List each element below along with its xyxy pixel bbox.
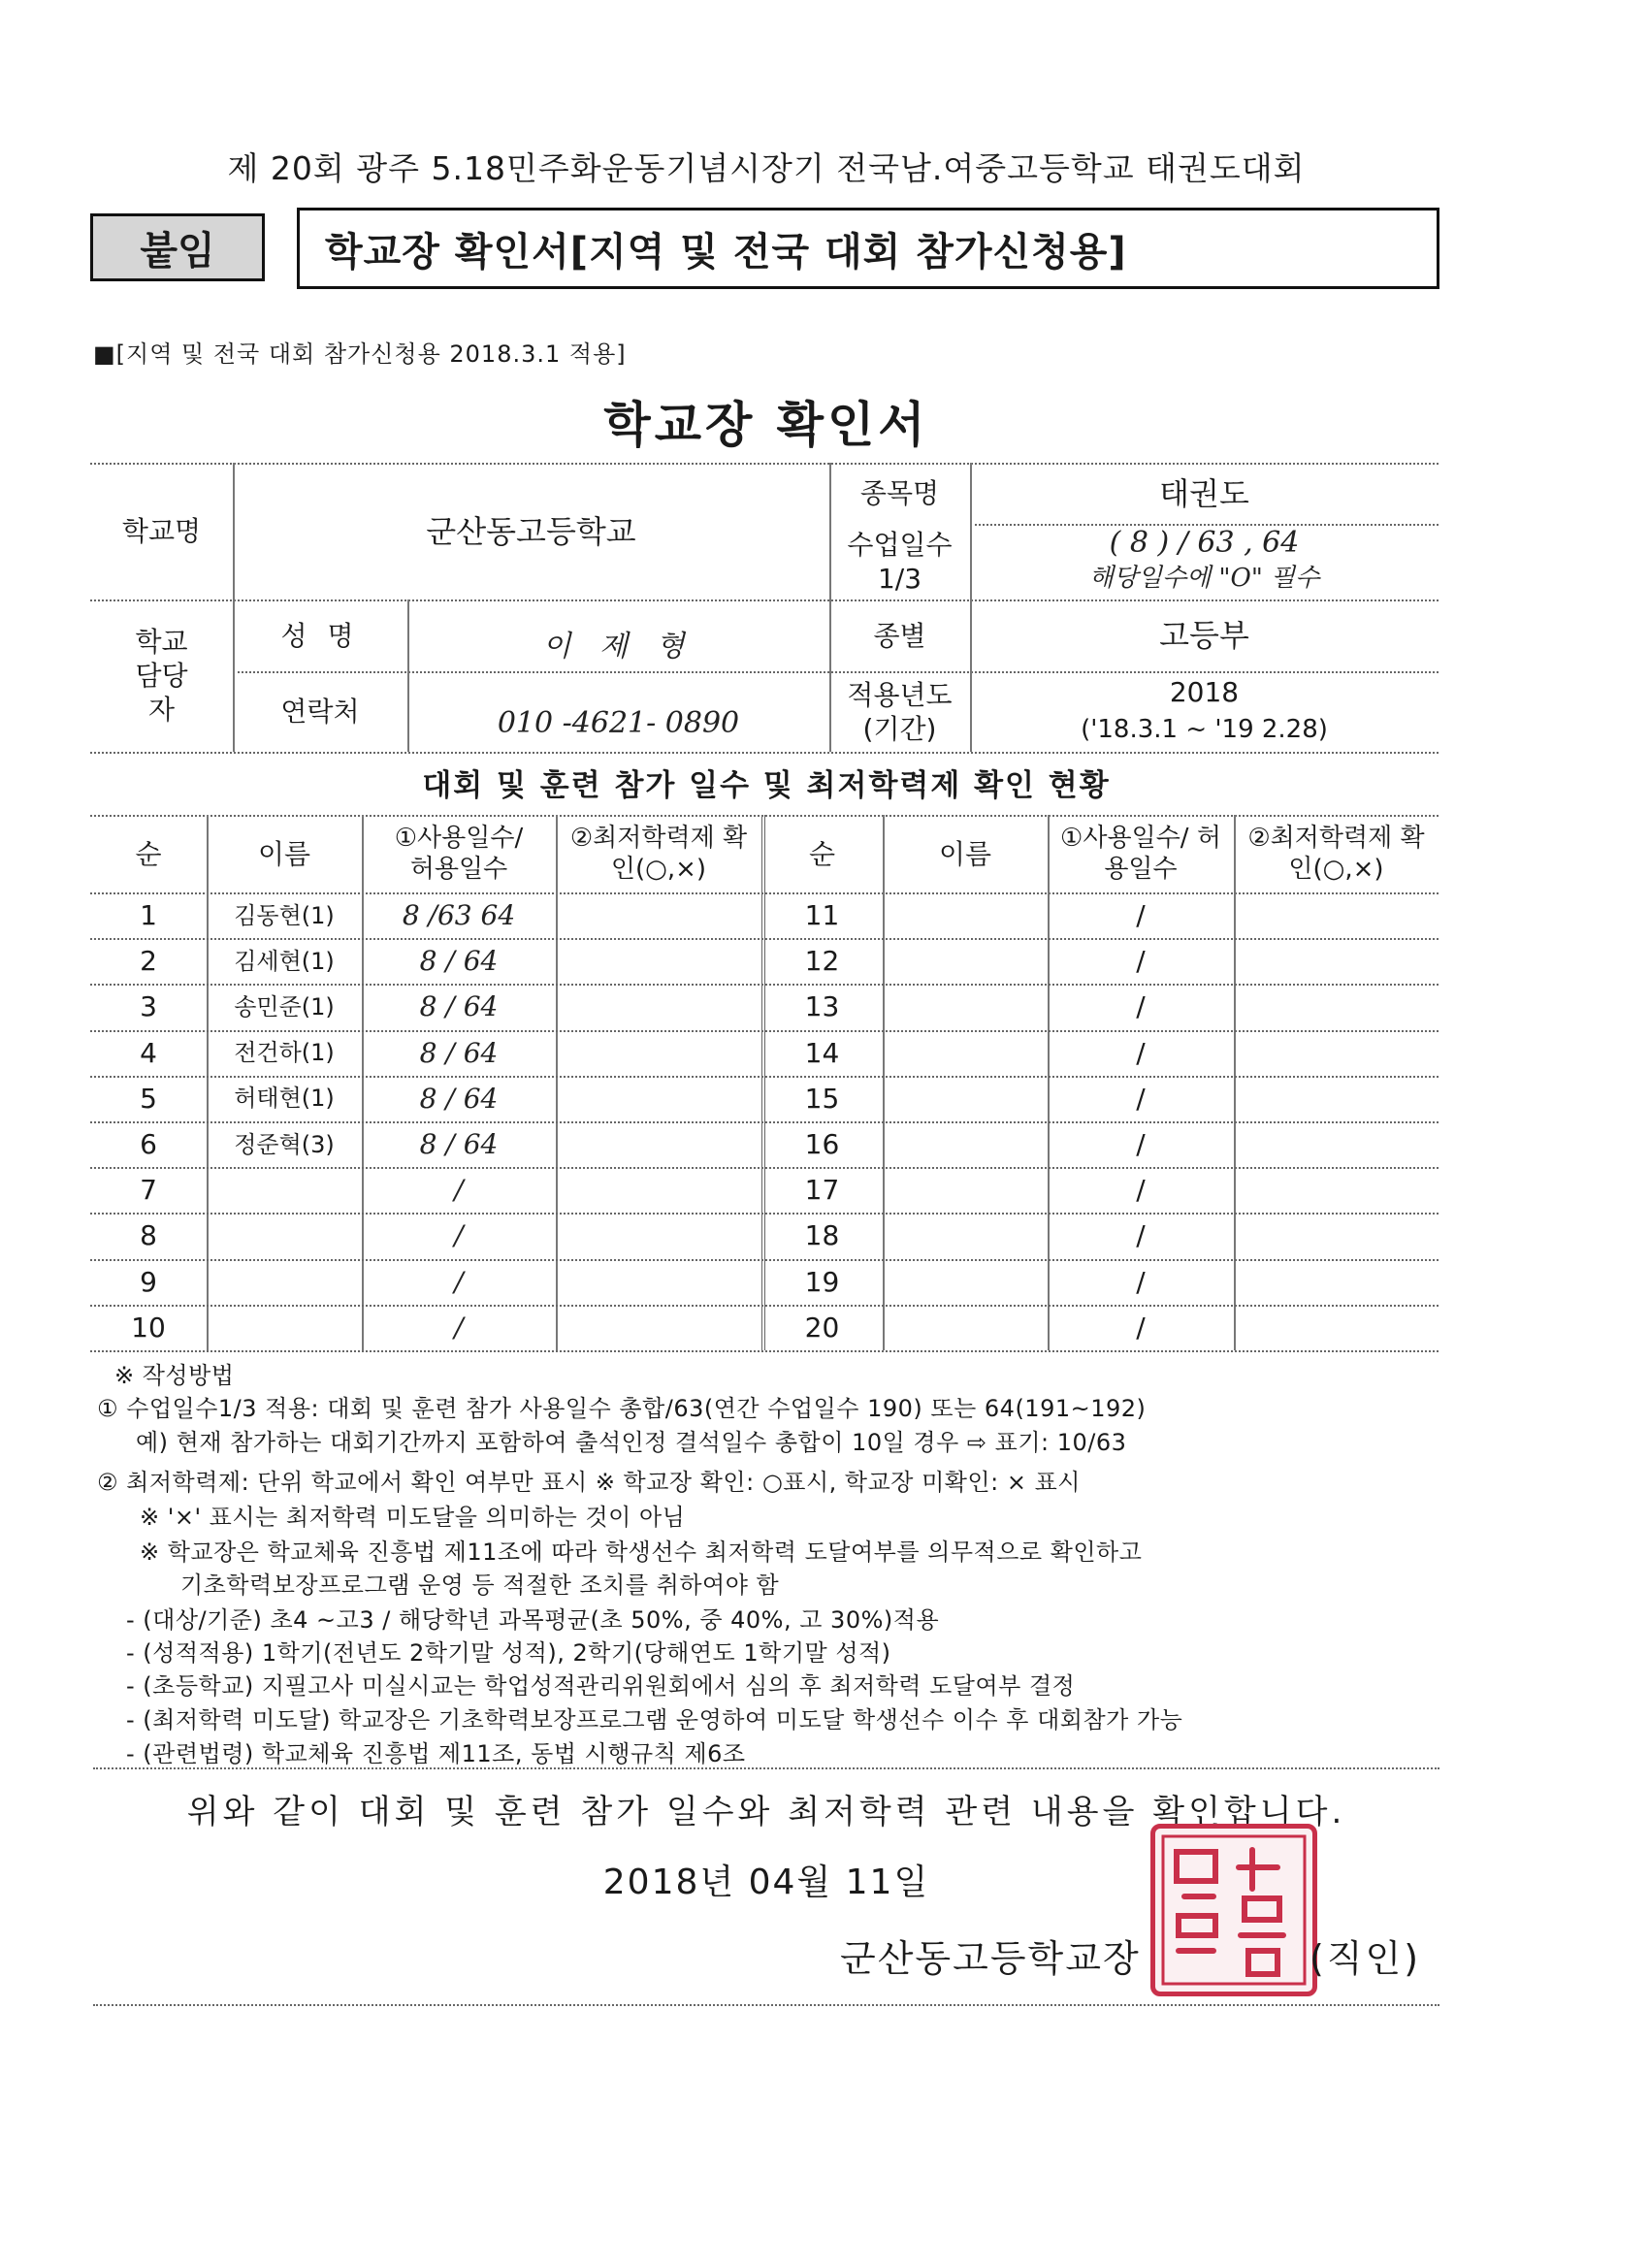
student-name	[883, 1030, 1048, 1076]
header-name-right: 이름	[938, 837, 992, 870]
used-days: /	[1136, 899, 1146, 932]
used-days: /	[1136, 990, 1146, 1023]
student-name	[883, 1121, 1048, 1167]
header-no-left: 순	[135, 837, 162, 870]
academic-check	[556, 1167, 761, 1213]
student-name	[883, 1259, 1048, 1305]
event-label: 종목명	[859, 477, 940, 509]
guide-line: - (대상/기준) 초4 ~고3 / 해당학년 과목평균(초 50%, 중 40%, 고 30%)적용	[126, 1606, 940, 1634]
row-number: 13	[804, 990, 840, 1023]
row-number: 6	[140, 1128, 157, 1161]
guide-line: ② 최저학력제: 단위 학교에서 확인 여부만 표시 ※ 학교장 확인: ○표시, 학교장 미확인: × 표시	[97, 1469, 1081, 1496]
row-number: 9	[140, 1265, 157, 1298]
guide-title: ※ 작성방법	[114, 1362, 235, 1389]
academic-check	[556, 1076, 761, 1121]
school-name-label: 학교명	[121, 515, 202, 547]
row-number: 8	[140, 1219, 157, 1252]
academic-check	[556, 1305, 761, 1350]
guide-line: ① 수업일수1/3 적용: 대회 및 훈련 참가 사용일수 총합/63(연간 수업일수 190) 또는 64(191~192)	[97, 1395, 1147, 1422]
attachment-badge: 붙임	[90, 213, 265, 281]
academic-check	[556, 1259, 761, 1305]
guide-line: - (관련법령) 학교체육 진흥법 제11조, 동법 시행규칙 제6조	[126, 1740, 746, 1767]
guide-line: ※ '×' 표시는 최저학력 미도달을 의미하는 것이 아님	[140, 1504, 686, 1531]
used-days: /	[454, 1311, 464, 1344]
school-name-value: 군산동고등학교	[426, 512, 636, 550]
guide-line: ※ 학교장은 학교체육 진흥법 제11조에 따라 학생선수 최저학력 도달여부를 의무적으로 확인하고	[140, 1539, 1143, 1566]
header-no-right: 순	[808, 837, 836, 870]
status-caption: 대회 및 훈련 참가 일수 및 최저학력제 확인 현황	[422, 768, 1111, 803]
school-days-hint: 해당일수에 "O" 필수	[1088, 563, 1320, 593]
row-number: 20	[804, 1311, 840, 1344]
row-number: 19	[804, 1265, 840, 1298]
row-number: 1	[140, 899, 157, 932]
header-name-left: 이름	[257, 837, 311, 870]
student-name: 김세현(1)	[234, 947, 335, 975]
academic-check	[556, 1121, 761, 1167]
row-number: 16	[804, 1128, 840, 1161]
manager-name-label: 성 명	[280, 619, 360, 652]
used-days: 8 / 64	[419, 1036, 499, 1069]
student-name: 김동현(1)	[234, 901, 335, 929]
used-days: /	[454, 1265, 464, 1298]
manager-label: 학교 담당자	[135, 626, 188, 726]
student-name	[883, 1305, 1048, 1350]
used-days: /	[1136, 1265, 1146, 1298]
used-days: 8 / 64	[419, 945, 499, 978]
used-days: /	[1136, 1036, 1146, 1069]
issue-date: 2018년 04월 11일	[602, 1863, 930, 1902]
guide-line: 예) 현재 참가하는 대회기간까지 포함하여 출석인정 결석일수 총합이 10일 경우 ⇨ 표기: 10/63	[136, 1429, 1127, 1456]
used-days: 8 / 64	[419, 990, 499, 1023]
guide-line: - (성적적용) 1학기(전년도 2학기말 성적), 2학기(당해연도 1학기말 성적)	[126, 1639, 891, 1667]
student-name: 정준혁(3)	[234, 1130, 335, 1158]
division-value: 고등부	[1159, 617, 1249, 654]
student-name: 송민준(1)	[234, 992, 335, 1021]
row-number: 18	[804, 1219, 840, 1252]
row-number: 5	[140, 1082, 157, 1115]
contact-label: 연락처	[280, 696, 360, 728]
header-academic-left: ②최저학력제 확인(○,×)	[569, 823, 748, 884]
academic-check	[1234, 984, 1439, 1029]
student-name	[883, 1167, 1048, 1213]
academic-check	[1234, 1213, 1439, 1258]
header-days-left: ①사용일수/ 허용일수	[394, 823, 524, 884]
academic-check	[1234, 1259, 1439, 1305]
manager-name-value: 이 제 형	[542, 630, 695, 664]
used-days: /	[1136, 1311, 1146, 1344]
student-name: 허태현(1)	[234, 1085, 335, 1113]
student-name	[207, 1213, 362, 1258]
school-days-label: 수업일수 1/3	[847, 529, 953, 595]
form-title: 학교장 확인서	[603, 397, 929, 453]
year-value: 2018	[1169, 675, 1240, 708]
row-number: 12	[804, 945, 840, 978]
guide-line: - (최저학력 미도달) 학교장은 기초학력보장프로그램 운영하여 미도달 학생선수 이수 후 대회참가 가능	[126, 1706, 1183, 1733]
row-number: 15	[804, 1082, 840, 1115]
academic-check	[556, 892, 761, 938]
academic-check	[1234, 1167, 1439, 1213]
period-value: ('18.3.1 ~ '19 2.28)	[1081, 714, 1328, 744]
academic-check	[556, 1030, 761, 1076]
document-heading: 제 20회 광주 5.18민주화운동기념시장기 전국남.여중고등학교 태권도대회	[227, 149, 1306, 187]
application-note: ■[지역 및 전국 대회 참가신청용 2018.3.1 적용]	[93, 340, 627, 368]
seal-label: (직인)	[1310, 1937, 1422, 1980]
header-days-right: ①사용일수/ 허용일수	[1060, 823, 1221, 884]
student-name: 전건하(1)	[234, 1039, 335, 1067]
student-name	[883, 938, 1048, 984]
academic-check	[1234, 892, 1439, 938]
used-days: /	[1136, 1082, 1146, 1115]
used-days: /	[1136, 1174, 1146, 1207]
header-academic-right: ②최저학력제 확인(○,×)	[1247, 823, 1425, 884]
used-days: /	[1136, 945, 1146, 978]
year-label: 적용년도 (기간)	[847, 678, 953, 745]
row-number: 2	[140, 945, 157, 978]
used-days: /	[454, 1219, 464, 1252]
academic-check	[1234, 1305, 1439, 1350]
row-number: 17	[804, 1174, 840, 1207]
used-days: /	[1136, 1219, 1146, 1252]
guide-line: - (초등학교) 지필고사 미실시교는 학업성적관리위원회에서 심의 후 최저학력 도달여부 결정	[126, 1672, 1076, 1700]
used-days: 8 /63 64	[402, 899, 516, 932]
academic-check	[556, 938, 761, 984]
school-days-value: ( 8 ) / 63 , 64	[1109, 526, 1300, 561]
confirmation-statement: 위와 같이 대회 및 훈련 참가 일수와 최저학력 관련 내용을 확인합니다.	[186, 1793, 1346, 1831]
academic-check	[556, 1213, 761, 1258]
row-number: 11	[804, 899, 840, 932]
student-name	[207, 1305, 362, 1350]
student-name	[207, 1259, 362, 1305]
principal-name: 군산동고등학교장	[840, 1937, 1141, 1980]
attachment-title: 학교장 확인서[지역 및 전국 대회 참가신청용]	[297, 208, 1439, 289]
official-seal-stamp	[1150, 1824, 1317, 1996]
student-name	[883, 1076, 1048, 1121]
row-number: 14	[804, 1036, 840, 1069]
academic-check	[1234, 1076, 1439, 1121]
row-number: 3	[140, 990, 157, 1023]
guide-line: 기초학력보장프로그램 운영 등 적절한 조치를 취하여야 함	[180, 1571, 780, 1599]
student-name	[207, 1167, 362, 1213]
row-number: 10	[131, 1311, 166, 1344]
used-days: 8 / 64	[419, 1128, 499, 1161]
student-name	[883, 1213, 1048, 1258]
division-label: 종별	[873, 619, 926, 652]
academic-check	[556, 984, 761, 1029]
student-name	[883, 892, 1048, 938]
student-name	[883, 984, 1048, 1029]
used-days: 8 / 64	[419, 1082, 499, 1115]
row-number: 7	[140, 1174, 157, 1207]
academic-check	[1234, 1030, 1439, 1076]
event-value: 태권도	[1159, 474, 1249, 512]
academic-check	[1234, 1121, 1439, 1167]
used-days: /	[1136, 1128, 1146, 1161]
academic-check	[1234, 938, 1439, 984]
used-days: /	[454, 1174, 464, 1207]
contact-value: 010 -4621- 0890	[497, 705, 740, 740]
row-number: 4	[140, 1036, 157, 1069]
